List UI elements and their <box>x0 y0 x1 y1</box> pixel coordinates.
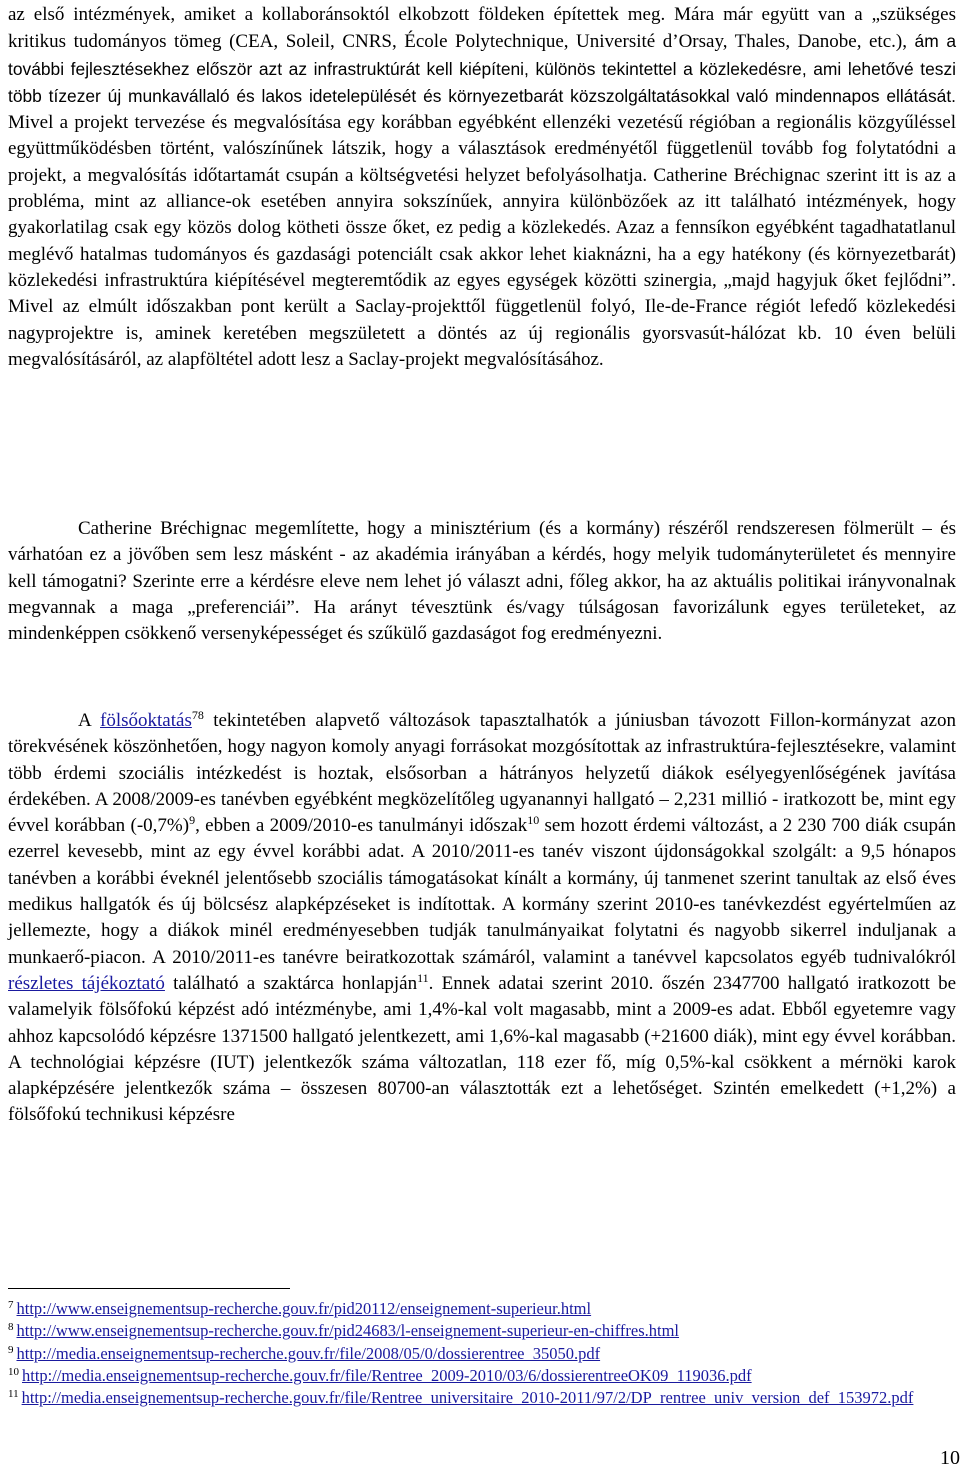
reszletes-tajekoztato-link[interactable]: részletes tájékoztató <box>8 972 165 994</box>
footnote-ref-9: 9 <box>189 813 196 828</box>
page-number: 10 <box>940 1447 960 1469</box>
footnote-7 <box>8 1298 956 1320</box>
footnote-ref-11: 11 <box>417 970 429 985</box>
paragraph-3-text-4: található a szaktárca honlapján <box>164 972 418 994</box>
paragraph-1-part-3: Mivel a projekt tervezése és megvalósítása egy korábban egyébként ellenzéki vezetésű régióban a regionális közgyűléssel együttműködésben történt, valószínűnek látszik, hogy a választások eredményétől függetlenül tovább fog folytatódni a projekt, a megvalósítás időtartamát csupán a költségvetési helyzet befolyásolhatja. Catherine Bréchignac szerint itt is az a probléma, mint az alliance-ok esetében annyira sokszínűek, annyira különbözőek az itt található intézmények, hogy gyakorlatilag csak egy közös dolog kötheti össze őket, ez pedig a közlekedés. Azaz a fennsíkon egyébként tagadhatatlanul meglévő hatalmas tudományos és gazdasági potenciált csak akkor lehet kiaknázni, ha a egy hatékony (és környezetbarát) közlekedési infrastruktúra kiépítésével megteremtődik az egyes egységek közötti szinergia, „majd hagyjuk őket fejlődni”. Mivel az elmúlt időszakban pont került a Saclay-projekttől függetlenül folyó, Ile-de-France régiót lefedő közlekedési nagyprojektre is, aminek keretében megszületett a döntés az új regionális gyorsvasút-hálózat kb. 10 éven belüli megvalósításáról, az alapföltétel adott lesz a Saclay-projekt megvalósításához. <box>8 112 956 370</box>
footnote-number: 11 <box>8 1388 19 1401</box>
footnote-ref-10: 10 <box>527 813 540 828</box>
paragraph-3-text-1: tekintetében alapvető változások tapasztalhatók a júniusban távozott Fillon-kormányzat azon törekvésének köszönhetően, hogy nagyon komoly anyagi forrásokat mozgósítottak az infrastruktúra-fejlesztésekre, valamint több érdemi szociális intézkedést is hoztak, elsősorban a hátrányos helyzetű diákok esélyegyenlőségének javítása érdekében. A 2008/2009-es tanévben egyébként megközelítőleg ugyanannyi hallgató – 2,231 millió - iratkozott be, mint egy évvel korábban (-0,7%) <box>8 710 956 837</box>
footnote-link[interactable]: http://www.enseignementsup-recherche.gouv.fr/pid20112/enseignement-superieur.html <box>16 1299 592 1318</box>
body-paragraph-1 <box>8 2 956 373</box>
footnote-number: 10 <box>8 1365 19 1378</box>
body-paragraph-2 <box>8 516 956 647</box>
body-paragraph-3 <box>8 708 956 1129</box>
paragraph-1-part-2: ám a további fejlesztésekhez először azt az infrastruktúrát kell kiépíteni, különös tekintettel a közlekedésre, ami lehetővé teszi több tízezer új munkavállaló és lakos idetelepülését és környezetbarát közszolgáltatásokkal való mindennapos ellátását. <box>8 31 956 106</box>
footnote-number: 7 <box>8 1299 14 1311</box>
footnote-link[interactable]: http://media.enseignementsup-recherche.gouv.fr/file/2008/05/0/dossierentree_35050.pdf <box>16 1343 601 1363</box>
footnotes <box>8 1298 956 1409</box>
footnote-11 <box>8 1387 956 1409</box>
footnote-9 <box>8 1343 956 1365</box>
footnote-10 <box>8 1365 956 1387</box>
footnote-link[interactable]: http://www.enseignementsup-recherche.gouv.fr/pid24683/l-enseignement-superieur-en-chiffres.html <box>16 1321 680 1341</box>
paragraph-3-lead: A <box>78 710 101 731</box>
footnote-link[interactable]: http://media.enseignementsup-recherche.gouv.fr/file/Rentree_universitaire_2010-2011/97/2/DP_rentree_univ_version_def_153972.pdf <box>21 1388 914 1408</box>
footnote-separator <box>8 1288 290 1289</box>
paragraph-3-text-5: . Ennek adatai szerint 2010. őszén 2347700 hallgató iratkozott be valamelyik fölsőfokú képzést adó intézménybe, ami 1,4%-kal volt magasabb, mint a 2009-es adat. Ebből egyetemre vagy ahhoz kapcsolódó képzésre 1371500 hallgató jelentkezett, ami 1,6%-kal magasabb (+21600 diák), mint egy évvel korábban. A technológiai képzésre (IUT) jelentkezők száma változatlan, 118 ezer fő, míg 0,5%-kal csökkent a mérnöki karok alapképzésére jelentkezők száma – összesen 80700-an választották ezt a lehetőséget. Szintén emelkedett (+1,2%) a fölsőfokú technikusi képzésre <box>8 972 956 1126</box>
paragraph-2-text: Catherine Bréchignac megemlítette, hogy a minisztérium (és a kormány) részéről rendszeresen fölmerült – és várhatóan ez a jövőben sem lesz másként - az akadémia irányában a kérdés, hogy melyik tudományterületet és mennyire kell támogatni? Szerinte erre a kérdésre eleve nem lehet jó választ adni, főleg akkor, ha az aktuális politikai irányvonalnak megvannak a maga „preferenciái”. Ha arányt tévesztünk és/vagy túlságosan favorizálunk egyes területeket, az mindenképpen csökkenő versenyképességet és szűkülő gazdaságot fog eredményezni. <box>8 518 956 645</box>
footnote-8 <box>8 1320 956 1342</box>
paragraph-1-part-1: az első intézmények, amiket a kollaboránsoktól elkobzott földeken építettek meg. Mára már együtt van a „szükséges kritikus tudományos tömeg (CEA, Soleil, CNRS, École Polytechnique, Université d’Orsay, Thales, Danobe, etc.), <box>8 4 956 53</box>
paragraph-3-text-2: , ebben a 2009/2010-es tanulmányi időszak <box>195 815 528 837</box>
paragraph-3-text-3: sem hozott érdemi változást, a 2 230 700 diák csupán ezerrel kevesebb, mint az egy évvel korábbi adat. A 2010/2011-es tanév viszont újdonságokkal szolgált: a 9,5 hónapos tanévben a korábbi éveknél jelentősebb szociális támogatásokat kínált a kormány, új tanmenet szerint tanultak az első éves medikus hallgatók és új bölcsész alapképzéseket is indítottak. A kormány szerint 2010-es tanévkezdést egyértelműen az jellemezte, hogy a diákok minél eredményesebben tudják tanulmányaikat folytatni és nagyobb sikerrel induljanak a munkaerő-piacon. A 2010/2011-es tanévre beiratkozottak számáról, valamint a tanévvel kapcsolatos egyéb tudnivalókról <box>8 815 956 968</box>
footnote-link[interactable]: http://media.enseignementsup-recherche.gouv.fr/file/Rentree_2009-2010/03/6/dossierentreeOK09_119036.pdf <box>22 1365 752 1385</box>
footnote-number: 9 <box>8 1343 14 1356</box>
footnote-number: 8 <box>8 1321 14 1334</box>
felsooktatas-link[interactable]: fölsőoktatás <box>100 710 192 731</box>
footnote-ref-78: 78 <box>191 708 204 722</box>
